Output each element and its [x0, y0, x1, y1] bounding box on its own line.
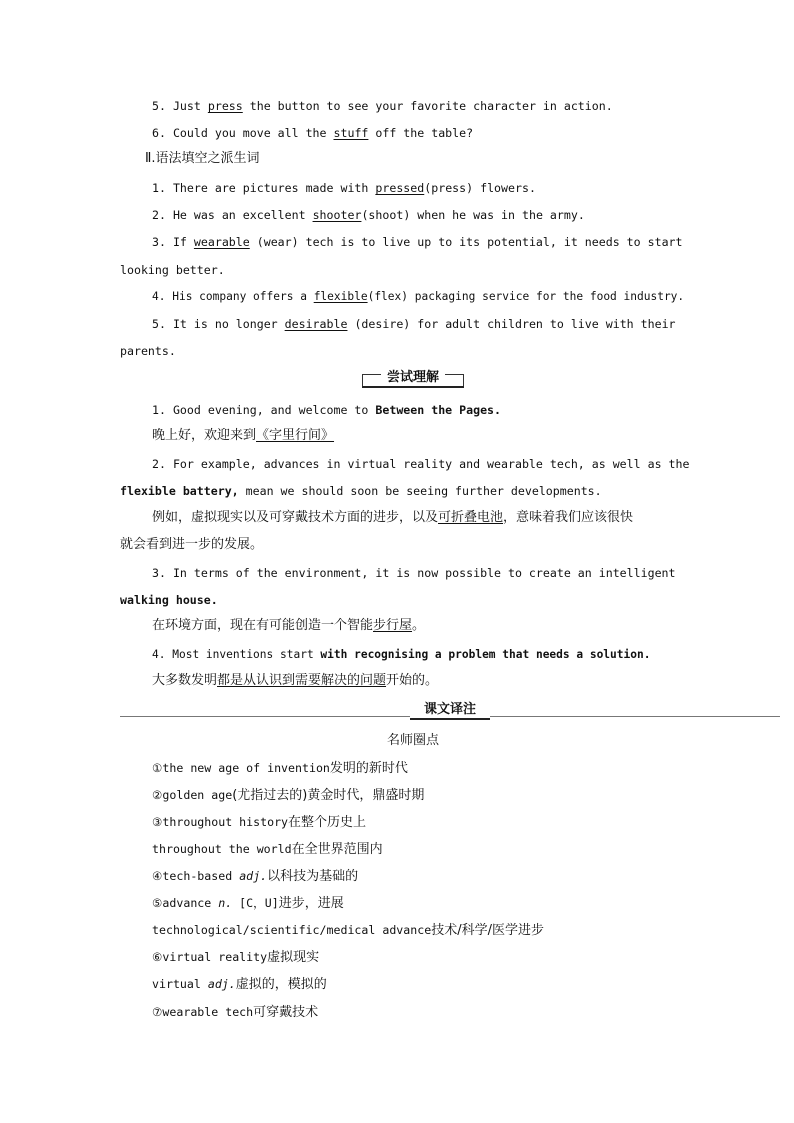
note-item	[152, 976, 706, 993]
answer-word: pressed	[375, 181, 425, 195]
exercise-item-6	[120, 125, 674, 141]
note-item	[152, 814, 706, 831]
note-term: ①the new age of invention	[152, 761, 330, 775]
exercise-item-5b-cont: parents.	[120, 344, 176, 358]
sentence-text: It is no longer	[172, 317, 285, 331]
note-term: ⑤advance	[152, 896, 219, 910]
notes-subtitle: 名师圈点	[386, 733, 439, 748]
item-number: 4.	[152, 648, 166, 661]
answer-word: desirable	[284, 317, 348, 331]
part-of-speech: n.	[218, 896, 233, 910]
item-number: 5.	[152, 99, 166, 113]
section-title-text: 尝试理解	[381, 370, 445, 385]
exercise-item-5b	[120, 316, 674, 332]
item-number: 4.	[152, 290, 166, 303]
sentence-text: (wear) tech is to live up to its potential, it needs to start	[249, 235, 683, 249]
translation-text: ，意味着我们应该很快	[503, 510, 634, 525]
exercise-item-3	[120, 234, 683, 250]
exercise-item-1	[120, 180, 674, 196]
translation-text: 开始的。	[386, 673, 439, 688]
sentence-text: If	[172, 235, 194, 249]
note-translation: 发明的新时代	[329, 761, 408, 776]
sentence-3-en	[120, 565, 674, 581]
answer-word: stuff	[333, 126, 369, 140]
sentence-text: Just	[172, 99, 208, 113]
sentence-text: Could you move all the	[172, 126, 334, 140]
translation-underlined: 可折叠电池	[438, 510, 504, 525]
sentence-text: (shoot) when he was in the army.	[361, 208, 585, 222]
part-of-speech: adj.	[239, 869, 268, 883]
sentence-2-en	[120, 456, 690, 472]
exercise-item-3-cont: looking better.	[120, 263, 225, 277]
sentence-3-en-cont	[120, 592, 674, 608]
item-number: 1.	[152, 181, 166, 195]
item-number: 2.	[152, 457, 166, 471]
sentence-2-cn-cont: 就会看到进一步的发展。	[120, 537, 264, 552]
sentence-text: the button to see your favorite character in action.	[242, 99, 613, 113]
section-rule-left	[120, 716, 410, 717]
translation-text: 在环境方面，现在有可能创造一个智能	[152, 618, 374, 633]
section-title-notes: 课文译注	[423, 702, 476, 717]
sentence-2-cn	[152, 510, 674, 526]
note-translation: 可穿戴技术	[253, 1005, 319, 1020]
sentence-1-cn	[152, 428, 706, 444]
translation-underlined: 都是从认识到需要解决的问题	[217, 673, 387, 688]
note-translation: 虚拟现实	[267, 950, 320, 965]
note-term: [C，U]	[232, 896, 279, 910]
sentence-text: For example, advances in virtual reality and wearable tech, as well as the	[172, 457, 690, 471]
answer-word: wearable	[193, 235, 250, 249]
translation-underlined: 《字里行间》	[256, 428, 335, 443]
sentence-3-cn	[152, 618, 706, 634]
item-number: 6.	[152, 126, 166, 140]
answer-word: flexible	[313, 290, 368, 303]
translation-text: 晚上好，欢迎来到	[152, 428, 257, 443]
item-number: 1.	[152, 403, 166, 417]
title-underline	[410, 718, 490, 720]
section-rule-right	[490, 716, 780, 717]
sentence-text: (desire) for adult children to live with their	[347, 317, 676, 331]
part-of-speech: adj.	[207, 977, 236, 991]
answer-word: shooter	[312, 208, 362, 222]
sentence-text: (press) flowers.	[424, 181, 536, 195]
note-term: ③throughout history	[152, 815, 289, 829]
sentence-text: His company offers a	[172, 290, 314, 303]
sentence-text: Most inventions start	[172, 648, 321, 661]
sentence-text: In terms of the environment, it is now possible to create an intelligent	[172, 566, 676, 580]
sentence-4-cn	[152, 673, 706, 689]
sentence-text: He was an excellent	[172, 208, 313, 222]
section-heading-part2: Ⅱ.语法填空之派生词	[145, 151, 260, 166]
note-item	[152, 1004, 706, 1021]
translation-text: 。	[412, 618, 426, 633]
translation-underlined: 步行屋	[373, 618, 413, 633]
bold-phrase: Between the Pages.	[375, 403, 502, 417]
note-term: ④tech-based	[152, 869, 240, 883]
exercise-item-4	[120, 289, 685, 305]
translation-text: 大多数发明	[152, 673, 218, 688]
item-number: 3.	[152, 566, 166, 580]
translation-text: 例如，虚拟现实以及可穿戴技术方面的进步，以及	[152, 510, 439, 525]
note-translation: 以科技为基础的	[267, 869, 359, 884]
sentence-text: (flex) packaging service for the food industry.	[367, 290, 685, 303]
sentence-4-en	[120, 647, 674, 663]
note-term: ⑦wearable tech	[152, 1005, 254, 1019]
title-underline	[362, 386, 464, 388]
sentence-text: Good evening, and welcome to	[172, 403, 376, 417]
item-number: 2.	[152, 208, 166, 222]
note-item	[152, 895, 706, 912]
sentence-text: There are pictures made with	[172, 181, 376, 195]
note-item	[152, 949, 706, 966]
bold-phrase: with recognising a problem that needs a solution.	[320, 648, 651, 661]
note-item	[152, 922, 706, 939]
note-translation: 技术/科学/医学进步	[431, 923, 544, 938]
note-translation: 在全世界范围内	[291, 842, 383, 857]
note-translation: (尤指过去的)黄金时代，鼎盛时期	[232, 788, 425, 803]
exercise-item-2	[120, 207, 674, 223]
answer-word: press	[207, 99, 243, 113]
note-item	[152, 787, 706, 804]
note-translation: 虚拟的，模拟的	[235, 977, 327, 992]
note-translation: 在整个历史上	[288, 815, 367, 830]
exercise-item-5	[120, 98, 674, 114]
note-item	[152, 760, 706, 777]
note-item	[152, 841, 706, 858]
note-item	[152, 868, 706, 885]
note-term: throughout the world	[152, 842, 292, 856]
sentence-text: off the table?	[368, 126, 474, 140]
note-term: ②golden age	[152, 788, 233, 802]
note-term: ⑥virtual reality	[152, 950, 268, 964]
note-translation: 进步，进展	[278, 896, 344, 911]
note-term: technological/scientific/medical advance	[152, 923, 432, 937]
item-number: 5.	[152, 317, 166, 331]
bold-phrase: flexible battery,	[120, 484, 239, 498]
note-term: virtual	[152, 977, 208, 991]
section-title-try	[362, 370, 464, 386]
bold-phrase: walking house.	[120, 593, 218, 607]
item-number: 3.	[152, 235, 166, 249]
sentence-2-en-cont	[120, 483, 674, 499]
sentence-text: mean we should soon be seeing further developments.	[238, 484, 602, 498]
sentence-1-en	[120, 402, 674, 418]
